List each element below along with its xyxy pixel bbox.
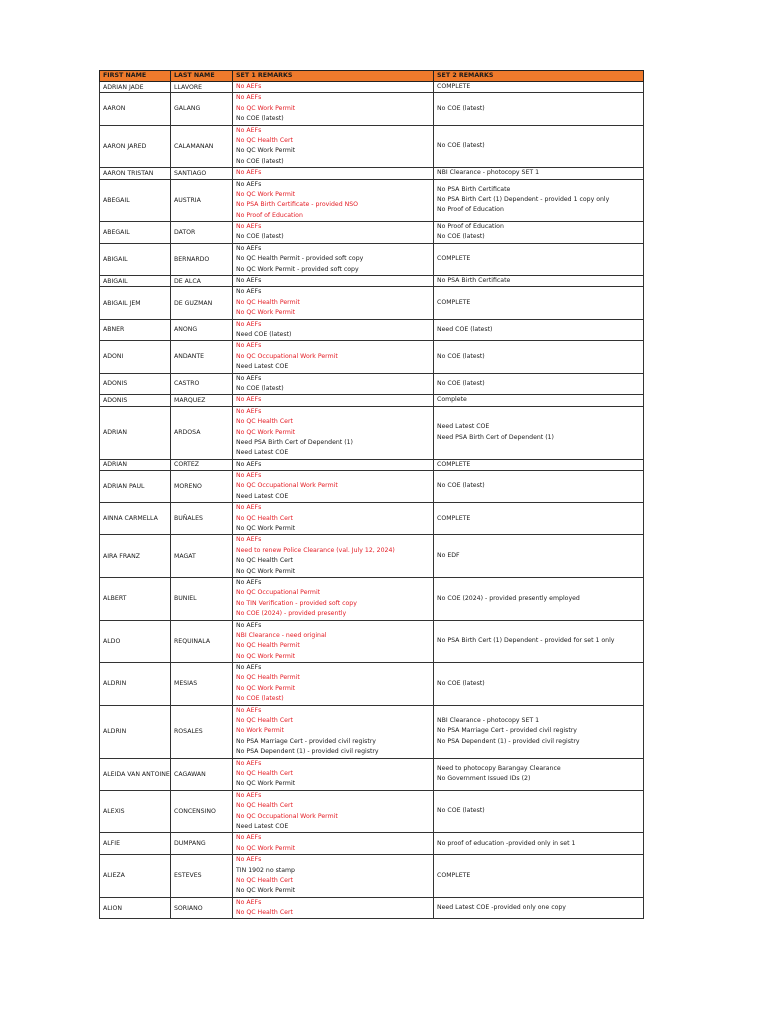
set1-remark-line: No AEFs xyxy=(236,856,262,864)
header-row xyxy=(100,71,644,82)
set1-remark-line: No QC Occupational Work Permit xyxy=(236,352,338,360)
set2-remark-line: COMPLETE xyxy=(437,298,471,306)
last-name-cell: ARDOSA xyxy=(171,406,233,459)
set2-remark-line: COMPLETE xyxy=(437,460,471,468)
first-name-cell: ADRIAN xyxy=(100,459,171,470)
table-row xyxy=(100,577,644,620)
last-name-cell: ANDANTE xyxy=(171,341,233,373)
set2-remark-line: COMPLETE xyxy=(437,83,471,90)
set1-remark-line: No AEFs xyxy=(236,578,262,586)
set2-remark-line: No COE (latest) xyxy=(437,807,485,815)
set1-remark-line: No QC Health Cert xyxy=(236,770,293,777)
set2-remarks-cell xyxy=(434,577,644,620)
first-name-cell: ADRIAN xyxy=(100,406,171,459)
last-name-cell: MESIAS xyxy=(171,663,233,706)
table-row xyxy=(100,319,644,341)
first-name-cell: ABIGAIL xyxy=(100,276,171,287)
table-row xyxy=(100,243,644,275)
set1-remark-line: TIN 1902 no stamp xyxy=(236,866,295,874)
first-name-cell: ALION xyxy=(100,897,171,919)
set1-remark-line: Need to renew Police Clearance (val. July 12, 2024) xyxy=(236,546,395,554)
first-name-cell: AARON TRISTAN xyxy=(100,168,171,179)
last-name-cell: ANONG xyxy=(171,319,233,341)
table-row xyxy=(100,459,644,470)
first-name-cell: ADRIAN PAUL xyxy=(100,471,171,503)
set2-remarks-cell xyxy=(434,459,644,470)
set1-remark-line: NBI Clearance - need original xyxy=(236,631,327,639)
set1-remark-line: No QC Occupational Permit xyxy=(236,589,321,597)
first-name-cell: ADONIS xyxy=(100,395,171,406)
header-set1-remarks: SET 1 REMARKS xyxy=(233,71,434,82)
set1-remark-line: No QC Work Permit xyxy=(236,887,296,895)
first-name-cell: ALFIE xyxy=(100,833,171,855)
table-row xyxy=(100,168,644,179)
set2-remarks-cell xyxy=(434,897,644,919)
set1-remark-line: No TIN Verification - provided soft copy xyxy=(236,599,357,607)
set1-remark-line: No QC Health Cert xyxy=(236,717,293,725)
set1-remark-line: No QC Occupational Work Permit xyxy=(236,482,338,490)
set2-remark-line: COMPLETE xyxy=(437,255,471,263)
set1-remark-line: No QC Work Permit xyxy=(236,525,296,533)
table-row xyxy=(100,663,644,706)
table-row xyxy=(100,897,644,919)
set1-remark-line: No QC Work Permit xyxy=(236,428,296,436)
set2-remark-line: No COE (latest) xyxy=(437,352,485,360)
set1-remark-line: No QC Health Cert xyxy=(236,557,293,565)
set1-remark-line: No AEFs xyxy=(236,374,262,382)
set1-remarks-cell xyxy=(233,503,434,535)
set2-remarks-cell xyxy=(434,82,644,93)
set1-remark-line: No PSA Marriage Cert - provided civil registry xyxy=(236,737,376,745)
set1-remark-line: No QC Health Cert xyxy=(236,876,293,884)
set1-remarks-cell xyxy=(233,82,434,93)
table-row xyxy=(100,276,644,287)
set1-remark-line: No AEFs xyxy=(236,791,262,799)
last-name-cell: CALAMANAN xyxy=(171,125,233,168)
table-row xyxy=(100,705,644,758)
last-name-cell: MAGAT xyxy=(171,535,233,578)
table-body xyxy=(100,82,644,919)
set2-remark-line: No COE (latest) xyxy=(437,233,485,241)
table-row xyxy=(100,82,644,93)
set2-remarks-cell xyxy=(434,833,644,855)
set2-remark-line: No COE (latest) xyxy=(437,482,485,490)
set2-remark-line: No Government Issued IDs (2) xyxy=(437,775,531,783)
set1-remark-line: No COE (latest) xyxy=(236,157,284,165)
set2-remarks-cell xyxy=(434,125,644,168)
set2-remark-line: No COE (latest) xyxy=(437,379,485,387)
set2-remarks-cell xyxy=(434,406,644,459)
set1-remarks-cell xyxy=(233,93,434,125)
set1-remarks-cell xyxy=(233,406,434,459)
set1-remark-line: No AEFs xyxy=(236,169,262,177)
last-name-cell: DE ALCA xyxy=(171,276,233,287)
set1-remark-line: No AEFs xyxy=(236,94,262,102)
set2-remark-line: No PSA Birth Cert (1) Dependent - provided for set 1 only xyxy=(437,637,615,645)
last-name-cell: MARQUEZ xyxy=(171,395,233,406)
set1-remark-line: No AEFs xyxy=(236,504,262,512)
set2-remark-line: NBI Clearance - photocopy SET 1 xyxy=(437,169,540,177)
set1-remark-line: No AEFs xyxy=(236,621,262,629)
set1-remark-line: No AEFs xyxy=(236,223,262,231)
set1-remark-line: No QC Health Permit xyxy=(236,674,300,682)
set2-remark-line: No COE (latest) xyxy=(437,142,485,150)
set2-remarks-cell xyxy=(434,287,644,319)
first-name-cell: AARON JARED xyxy=(100,125,171,168)
set1-remarks-cell xyxy=(233,577,434,620)
set1-remark-line: Need Latest COE xyxy=(236,363,289,371)
set2-remarks-cell xyxy=(434,620,644,663)
set1-remarks-cell xyxy=(233,341,434,373)
set1-remarks-cell xyxy=(233,287,434,319)
set2-remarks-cell xyxy=(434,243,644,275)
set2-remark-line: No PSA Birth Certificate xyxy=(437,277,511,285)
first-name-cell: ALDRIN xyxy=(100,663,171,706)
set1-remark-line: No QC Work Permit xyxy=(236,652,296,660)
set1-remark-line: No QC Work Permit xyxy=(236,844,296,852)
set1-remark-line: No COE (latest) xyxy=(236,384,284,392)
set1-remarks-cell xyxy=(233,276,434,287)
set1-remark-line: No AEFs xyxy=(236,706,262,714)
set1-remarks-cell xyxy=(233,663,434,706)
set1-remark-line: No AEFs xyxy=(236,536,262,544)
set1-remark-line: No COE (latest) xyxy=(236,233,284,241)
set1-remark-line: No AEFs xyxy=(236,407,262,415)
last-name-cell: AUSTRIA xyxy=(171,179,233,222)
set1-remarks-cell xyxy=(233,222,434,244)
table-row xyxy=(100,406,644,459)
set1-remarks-cell xyxy=(233,319,434,341)
last-name-cell: CONCENSINO xyxy=(171,790,233,833)
set2-remark-line: No COE (2024) - provided presently employed xyxy=(437,594,580,602)
set2-remarks-cell xyxy=(434,855,644,898)
last-name-cell: CORTEZ xyxy=(171,459,233,470)
first-name-cell: ABIGAIL xyxy=(100,243,171,275)
set1-remark-line: No QC Health Cert xyxy=(236,909,293,917)
set1-remark-line: No QC Health Permit - provided soft copy xyxy=(236,255,364,263)
set2-remark-line: Complete xyxy=(437,396,467,404)
set2-remarks-cell xyxy=(434,663,644,706)
set2-remark-line: Need Latest COE -provided only one copy xyxy=(437,903,566,911)
header-first-name: FIRST NAME xyxy=(100,71,171,82)
first-name-cell: ADONIS xyxy=(100,373,171,395)
set2-remarks-cell xyxy=(434,93,644,125)
first-name-cell: ABEGAIL xyxy=(100,179,171,222)
table-row xyxy=(100,179,644,222)
set1-remarks-cell xyxy=(233,168,434,179)
first-name-cell: AIRA FRANZ xyxy=(100,535,171,578)
last-name-cell: SORIANO xyxy=(171,897,233,919)
table-row xyxy=(100,222,644,244)
set1-remark-line: No AEFs xyxy=(236,126,262,134)
first-name-cell: ADONI xyxy=(100,341,171,373)
set1-remark-line: No AEFs xyxy=(236,83,262,90)
set2-remarks-cell xyxy=(434,341,644,373)
set2-remark-line: No proof of education -provided only in set 1 xyxy=(437,839,576,847)
set1-remark-line: No AEFs xyxy=(236,834,262,842)
set1-remarks-cell xyxy=(233,395,434,406)
set1-remark-line: No COE (latest) xyxy=(236,115,284,123)
set2-remark-line: COMPLETE xyxy=(437,514,471,522)
set1-remarks-cell xyxy=(233,758,434,790)
last-name-cell: DATOR xyxy=(171,222,233,244)
last-name-cell: DE GUZMAN xyxy=(171,287,233,319)
set1-remark-line: No QC Work Permit xyxy=(236,104,296,112)
table-row xyxy=(100,471,644,503)
set1-remarks-cell xyxy=(233,459,434,470)
set1-remark-line: No AEFs xyxy=(236,277,262,285)
set1-remark-line: No AEFs xyxy=(236,320,262,328)
first-name-cell: ALEIDA VAN ANTOINE xyxy=(100,758,171,790)
set2-remarks-cell xyxy=(434,395,644,406)
last-name-cell: LLAVORE xyxy=(171,82,233,93)
set1-remarks-cell xyxy=(233,705,434,758)
last-name-cell: ESTEVES xyxy=(171,855,233,898)
set1-remarks-cell xyxy=(233,790,434,833)
set1-remark-line: No AEFs xyxy=(236,396,262,404)
header-last-name: LAST NAME xyxy=(171,71,233,82)
set1-remark-line: No PSA Dependent (1) - provided civil registry xyxy=(236,748,379,756)
set1-remark-line: No AEFs xyxy=(236,664,262,672)
applicant-requirements-table xyxy=(99,70,644,919)
set2-remarks-cell xyxy=(434,222,644,244)
set1-remark-line: No QC Work Permit xyxy=(236,684,296,692)
set2-remarks-cell xyxy=(434,168,644,179)
set1-remarks-cell xyxy=(233,620,434,663)
last-name-cell: CAGAWAN xyxy=(171,758,233,790)
last-name-cell: DUMPANG xyxy=(171,833,233,855)
table-row xyxy=(100,620,644,663)
set2-remark-line: No EDF xyxy=(437,551,460,559)
set1-remark-line: No Work Permit xyxy=(236,727,284,735)
set2-remark-line: Need Latest COE xyxy=(437,423,490,431)
set1-remark-line: No QC Health Permit xyxy=(236,298,300,306)
header-set2-remarks: SET 2 REMARKS xyxy=(434,71,644,82)
set1-remark-line: No AEFs xyxy=(236,472,262,480)
set1-remark-line: No AEFs xyxy=(236,180,262,188)
table-row xyxy=(100,855,644,898)
first-name-cell: ALDO xyxy=(100,620,171,663)
last-name-cell: REQUINALA xyxy=(171,620,233,663)
set2-remark-line: No PSA Birth Certificate xyxy=(437,185,511,193)
set1-remark-line: No COE (latest) xyxy=(236,695,284,703)
set1-remark-line: No COE (2024) - provided presently xyxy=(236,610,347,618)
set2-remarks-cell xyxy=(434,758,644,790)
table-row xyxy=(100,535,644,578)
set2-remarks-cell xyxy=(434,503,644,535)
set2-remark-line: Need PSA Birth Cert of Dependent (1) xyxy=(437,433,554,441)
last-name-cell: BUÑALES xyxy=(171,503,233,535)
first-name-cell: ALBERT xyxy=(100,577,171,620)
set1-remark-line: No QC Work Permit xyxy=(236,780,296,788)
set1-remark-line: No AEFs xyxy=(236,759,262,767)
set2-remark-line: No PSA Marriage Cert - provided civil registry xyxy=(437,727,577,735)
set1-remark-line: No QC Work Permit xyxy=(236,567,296,575)
table-row xyxy=(100,125,644,168)
set1-remark-line: No QC Work Permit xyxy=(236,190,296,198)
last-name-cell: CASTRO xyxy=(171,373,233,395)
set1-remark-line: No QC Occupational Work Permit xyxy=(236,812,338,820)
set2-remarks-cell xyxy=(434,705,644,758)
set1-remarks-cell xyxy=(233,855,434,898)
first-name-cell: ALIEZA xyxy=(100,855,171,898)
set1-remark-line: Need Latest COE xyxy=(236,492,289,500)
last-name-cell: GALANG xyxy=(171,93,233,125)
set1-remark-line: No QC Work Permit xyxy=(236,309,296,317)
set2-remark-line: Need to photocopy Barangay Clearance xyxy=(437,764,561,772)
set1-remarks-cell xyxy=(233,179,434,222)
set1-remark-line: Need Latest COE xyxy=(236,822,289,830)
set1-remarks-cell xyxy=(233,833,434,855)
set2-remark-line: Need COE (latest) xyxy=(437,325,493,333)
last-name-cell: SANTIAGO xyxy=(171,168,233,179)
set2-remark-line: No COE (latest) xyxy=(437,679,485,687)
set1-remark-line: No QC Health Cert xyxy=(236,136,293,144)
table-row xyxy=(100,790,644,833)
set1-remark-line: No QC Health Cert xyxy=(236,802,293,810)
set1-remark-line: No PSA Birth Certificate - provided NSO xyxy=(236,201,359,209)
set2-remark-line: No PSA Birth Cert (1) Dependent - provided 1 copy only xyxy=(437,196,610,204)
set2-remarks-cell xyxy=(434,790,644,833)
first-name-cell: AARON xyxy=(100,93,171,125)
set1-remark-line: Need PSA Birth Cert of Dependent (1) xyxy=(236,438,353,446)
set1-remark-line: Need Latest COE xyxy=(236,449,289,457)
set1-remark-line: No QC Health Cert xyxy=(236,514,293,522)
table-row xyxy=(100,503,644,535)
table-row xyxy=(100,373,644,395)
set2-remark-line: No COE (latest) xyxy=(437,104,485,112)
set1-remarks-cell xyxy=(233,125,434,168)
table-row xyxy=(100,395,644,406)
set2-remark-line: COMPLETE xyxy=(437,871,471,879)
set1-remarks-cell xyxy=(233,535,434,578)
first-name-cell: ABIGAIL JEM xyxy=(100,287,171,319)
set2-remarks-cell xyxy=(434,179,644,222)
set1-remark-line: No Proof of Education xyxy=(236,211,303,219)
set1-remark-line: No AEFs xyxy=(236,460,262,468)
set1-remark-line: No QC Health Permit xyxy=(236,642,300,650)
table-row xyxy=(100,93,644,125)
last-name-cell: BUNIEL xyxy=(171,577,233,620)
set1-remark-line: No AEFs xyxy=(236,288,262,296)
last-name-cell: MORENO xyxy=(171,471,233,503)
first-name-cell: ALDRIN xyxy=(100,705,171,758)
set1-remark-line: No QC Work Permit xyxy=(236,147,296,155)
first-name-cell: ALEXIS xyxy=(100,790,171,833)
set2-remark-line: No Proof of Education xyxy=(437,206,504,214)
set1-remark-line: No QC Health Cert xyxy=(236,418,293,426)
first-name-cell: AINNA CARMELLA xyxy=(100,503,171,535)
set2-remarks-cell xyxy=(434,471,644,503)
set1-remark-line: No AEFs xyxy=(236,244,262,252)
table-row xyxy=(100,833,644,855)
set1-remarks-cell xyxy=(233,243,434,275)
set1-remarks-cell xyxy=(233,897,434,919)
set2-remarks-cell xyxy=(434,276,644,287)
set1-remarks-cell xyxy=(233,373,434,395)
set2-remarks-cell xyxy=(434,319,644,341)
first-name-cell: ABNER xyxy=(100,319,171,341)
set1-remarks-cell xyxy=(233,471,434,503)
first-name-cell: ABEGAIL xyxy=(100,222,171,244)
set2-remarks-cell xyxy=(434,535,644,578)
set1-remark-line: Need COE (latest) xyxy=(236,330,292,338)
set1-remark-line: No QC Work Permit - provided soft copy xyxy=(236,265,359,273)
set2-remark-line: No Proof of Education xyxy=(437,223,504,231)
table-row xyxy=(100,341,644,373)
set2-remarks-cell xyxy=(434,373,644,395)
first-name-cell: ADRIAN JADE xyxy=(100,82,171,93)
set2-remark-line: No PSA Dependent (1) - provided civil registry xyxy=(437,737,580,745)
last-name-cell: ROSALES xyxy=(171,705,233,758)
set1-remark-line: No AEFs xyxy=(236,898,262,906)
table-row xyxy=(100,287,644,319)
table-row xyxy=(100,758,644,790)
last-name-cell: BERNARDO xyxy=(171,243,233,275)
set1-remark-line: No AEFs xyxy=(236,342,262,350)
set2-remark-line: NBI Clearance - photocopy SET 1 xyxy=(437,717,540,725)
